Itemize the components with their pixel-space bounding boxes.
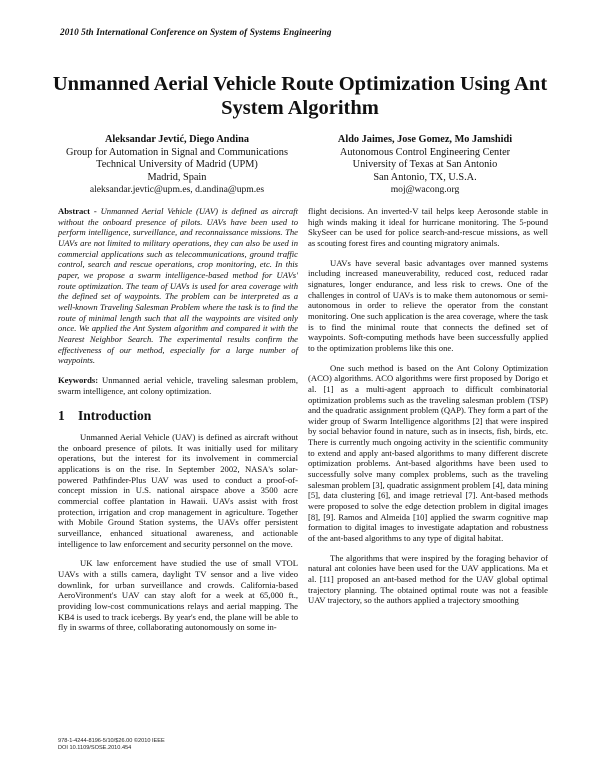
title-line-2: System Algorithm	[221, 97, 379, 119]
body-paragraph: UK law enforcement have studied the use of small VTOL UAVs with a stills camera, daylight TV sensor and a live video downlink, for urban surveillance and crowds. California-based AeroVironment's UAV can stay aloft for a week at 65,000 ft., providing low-cost communications relays and aerial mapping. The KB4 is used to track icebergs. By year's end, the plane will be able to fly in swarms of three, collaborating autonomously on some in-	[58, 558, 298, 633]
affiliation-left-2: Technical University of Madrid (UPM)	[96, 159, 258, 171]
body-paragraph: flight decisions. An inverted-V tail helps keep Aerosonde stable in high winds making it ideal for hurricane monitoring. The 5-pound SkySeer can be used for police search-and-rescue missions, as well as scouting forest fires and counting migratory animals.	[308, 206, 548, 248]
footer-line-1: 978-1-4244-8196-5/10/$26.00 ©2010 IEEE	[58, 738, 165, 744]
conference-header: 2010 5th International Conference on System of Systems Engineering	[60, 27, 332, 37]
email-right: moj@wacong.org	[390, 184, 460, 196]
section-title: Introduction	[78, 408, 152, 424]
paper-title	[40, 72, 560, 120]
title-line-1: Unmanned Aerial Vehicle Route Optimization Using Ant	[52, 73, 548, 95]
author-block-left	[52, 134, 302, 197]
abstract-text: Unmanned Aerial Vehicle (UAV) is defined as aircraft without the onboard presence of pilots. UAVs have been used to perform intelligence, surveillance, and reconnaissance missions. The UAVs are not limited to military operations, they can also be used in commercial applications such as telecommunications, ground traffic control, search and rescue operations, crop monitoring, etc. In this paper, we propose a swarm intelligence-based method for UAVs' route optimization. The team of UAVs is used for area coverage with the defined set of waypoints. The problem can be interpreted as a well-known Traveling Salesman Problem where the task is to find the route of minimal length such that all the waypoints are visited only once. We applied the Ant System algorithm and compared it with the Nearest Neighbor Search. The experimental results confirm the effectiveness of our method, especially for a large number of waypoints.	[58, 206, 299, 366]
body-paragraph: One such method is based on the Ant Colony Optimization (ACO) algorithms. ACO algorithms were first proposed by Dorigo et al. [1] as a multi-agent approach to difficult combinatorial optimization problems such as the traveling salesman problem (TSP) and the quadratic assignment problem (QAP). They form a part of the wider group of Swarm Intelligence algorithms [2] that were inspired by social behavior found in nature, such as in insects, fish, birds, etc. There is currently much ongoing activity in the scientific community to extend and apply ant-based algorithms to many different discrete optimization problems. Ant-based algorithms have been used to successfully solve many complex problems, such as the traveling salesman problem [3], quadratic assignment problem [4], data mining [5], data clustering [6], and image retrieval [7]. Ant-based methods were proposed to solve the edge detection problem in digital images [8], [9]. Ramos and Almeida [10] applied the swarm cognitive map formation to digital images to investigate adaptation and robustness of the ant-based algorithms to any type of digital habitat.	[308, 362, 548, 544]
author-names-left: Aleksandar Jevtić, Diego Andina	[105, 134, 249, 145]
column-right	[308, 206, 548, 606]
affiliation-left-1: Group for Automation in Signal and Communications	[66, 146, 288, 158]
keywords	[58, 375, 298, 396]
author-block-right	[300, 134, 550, 197]
section-number: 1	[58, 408, 65, 424]
body-paragraph: Unmanned Aerial Vehicle (UAV) is defined as aircraft without the onboard presence of pilots. It was initially used for military operations, but the interest for its involvement in commercial applications is on the rise. In September 2002, NASA's solar-powered Pathfinder-Plus UAV was used to conduct a proof-of-concept mission in U.S. national airspace above a 3500 acre commercial coffee plantation in Hawaii. UAVs assist with frost protection, irrigation and crop management in agriculture. Together with Mobile Ground Station systems, the UAVs offer persistent surveillance, enhanced situational awareness, and actionable intelligence to law enforcement and security personnel on the move.	[58, 432, 298, 549]
copyright-footer	[58, 738, 165, 752]
body-paragraph: UAVs have several basic advantages over manned systems including increased maneuverability, reduced cost, reduced radar signatures, longer endurance, and less risk to crews. One of the challenges in control of UAVs is to make them autonomous or semi-autonomous in order to relieve the operator from the constant monitoring. One such application is the area coverage, where the task is to find the minimal route that connects the defined set of waypoints. Soft-computing methods have been successfully applied to the optimization problems like this one.	[308, 257, 548, 353]
keywords-text: Unmanned aerial vehicle, traveling salesman problem, swarm intelligence, ant colony optimization.	[58, 374, 298, 396]
abstract	[58, 206, 298, 366]
author-names-right: Aldo Jaimes, Jose Gomez, Mo Jamshidi	[337, 134, 513, 145]
keywords-label: Keywords:	[58, 374, 99, 385]
email-left: aleksandar.jevtic@upm.es, d.andina@upm.es	[89, 184, 265, 196]
affiliation-right-2: University of Texas at San Antonio	[352, 159, 498, 171]
location-right: San Antonio, TX, U.S.A.	[373, 171, 477, 183]
location-left: Madrid, Spain	[147, 171, 207, 183]
abstract-label: Abstract -	[58, 206, 101, 216]
section-heading	[58, 408, 298, 423]
column-left	[58, 206, 298, 633]
affiliation-right-1: Autonomous Control Engineering Center	[339, 146, 511, 158]
footer-line-2: DOI 10.1109/SOSE.2010.454	[58, 745, 132, 751]
body-paragraph: The algorithms that were inspired by the foraging behavior of natural ant colonies have been used for the UAV applications. Ma et al. [11] proposed an ant-based method for the UAV global optimal trajectory planning. The obtained optimal route was not a feasible UAV trajectory, so the authors applied a trajectory smoothing	[308, 552, 548, 606]
